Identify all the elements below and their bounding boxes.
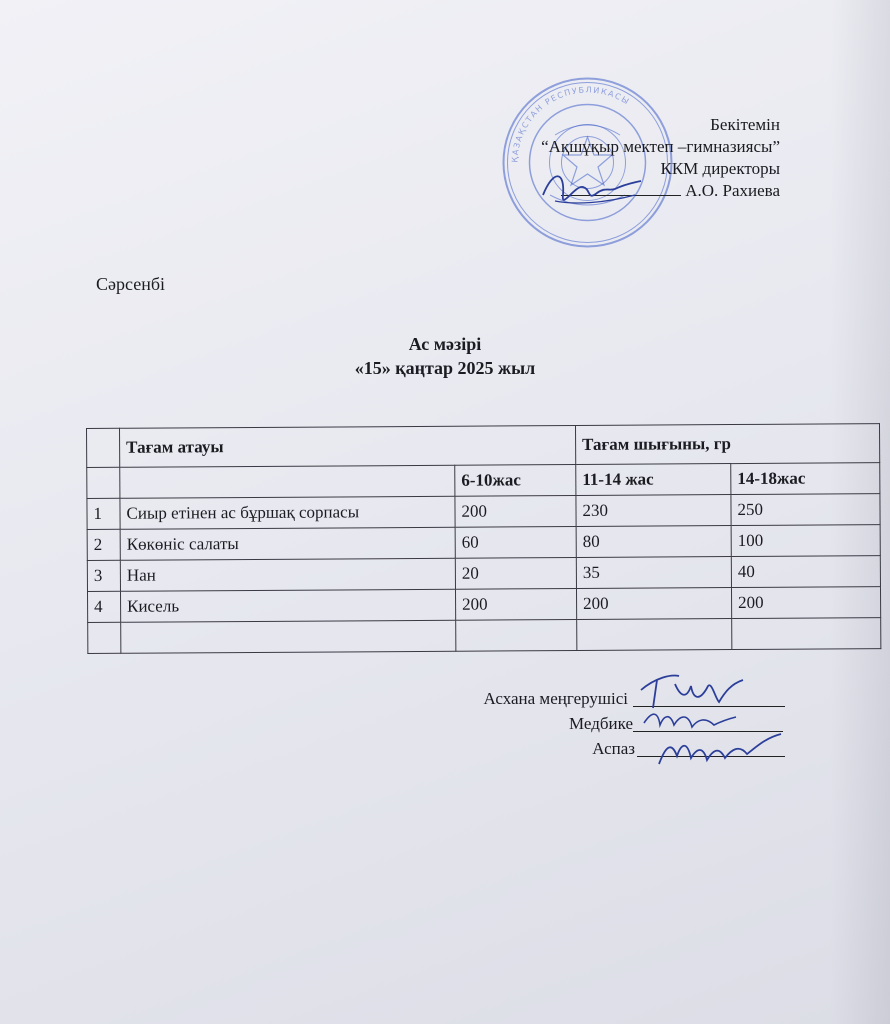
table-cell bbox=[577, 619, 732, 651]
header-number-cell bbox=[87, 428, 120, 467]
menu-date: «15» қаңтар 2025 жыл bbox=[354, 358, 536, 378]
portion-14-18: 40 bbox=[731, 556, 880, 588]
age-group-header: 11-14 жас bbox=[576, 464, 731, 496]
table-age-row bbox=[87, 463, 880, 499]
row-number: 4 bbox=[87, 591, 120, 622]
table-cell bbox=[120, 465, 455, 498]
table-cell bbox=[88, 622, 121, 653]
table-row bbox=[87, 587, 880, 623]
canteen-head-label: Асхана меңгерушісі bbox=[483, 689, 628, 708]
table-cell bbox=[87, 467, 120, 498]
director-position: ККМ директоры bbox=[660, 159, 780, 178]
row-number: 2 bbox=[87, 529, 120, 560]
cook-signature bbox=[655, 728, 785, 778]
table-header-row bbox=[87, 424, 880, 468]
portion-14-18: 250 bbox=[731, 494, 880, 526]
svg-text:ҚАЗАҚСТАН РЕСПУБЛИКАСЫ: ҚАЗАҚСТАН РЕСПУБЛИКАСЫ bbox=[510, 85, 632, 163]
cook-label: Аспаз bbox=[592, 739, 635, 758]
portion-6-10: 20 bbox=[455, 558, 576, 590]
table-row bbox=[87, 556, 880, 592]
age-group-header: 14-18жас bbox=[731, 463, 880, 495]
age-group-header: 6-10жас bbox=[455, 465, 576, 497]
menu-title: Ас мәзірі bbox=[408, 334, 482, 354]
table-row bbox=[87, 525, 880, 561]
portion-11-14: 230 bbox=[576, 495, 731, 527]
row-number: 1 bbox=[87, 498, 120, 529]
dish-name: Нан bbox=[120, 558, 455, 591]
director-name: А.О. Рахиева bbox=[541, 180, 780, 202]
director-signature bbox=[535, 165, 645, 215]
menu-table bbox=[86, 423, 881, 654]
portion-11-14: 80 bbox=[576, 526, 731, 558]
portion-11-14: 200 bbox=[576, 588, 731, 620]
header-consumption: Тағам шығыны, гр bbox=[575, 424, 879, 465]
portion-14-18: 200 bbox=[731, 587, 880, 619]
table-cell bbox=[456, 620, 577, 652]
header-dish-name: Тағам атауы bbox=[120, 426, 576, 468]
portion-6-10: 200 bbox=[455, 589, 576, 621]
portion-6-10: 200 bbox=[455, 496, 576, 528]
dish-name: Көкөніс салаты bbox=[120, 527, 455, 560]
dish-name: Сиыр етінен ас бұршақ сорпасы bbox=[120, 496, 455, 529]
weekday-label: Сәрсенбі bbox=[96, 274, 165, 294]
approval-title: Бекітемін bbox=[710, 115, 780, 134]
table-row-empty bbox=[88, 618, 881, 654]
table-cell bbox=[732, 618, 881, 650]
table-row bbox=[87, 494, 880, 530]
dish-name: Кисель bbox=[120, 589, 455, 622]
table-cell bbox=[121, 620, 456, 653]
nurse-label: Медбике bbox=[569, 714, 633, 733]
row-number: 3 bbox=[87, 560, 120, 591]
portion-11-14: 35 bbox=[576, 557, 731, 589]
portion-14-18: 100 bbox=[731, 525, 880, 557]
school-name: “Ақшұқыр мектеп –гимназиясы” bbox=[541, 137, 780, 156]
portion-6-10: 60 bbox=[455, 527, 576, 559]
